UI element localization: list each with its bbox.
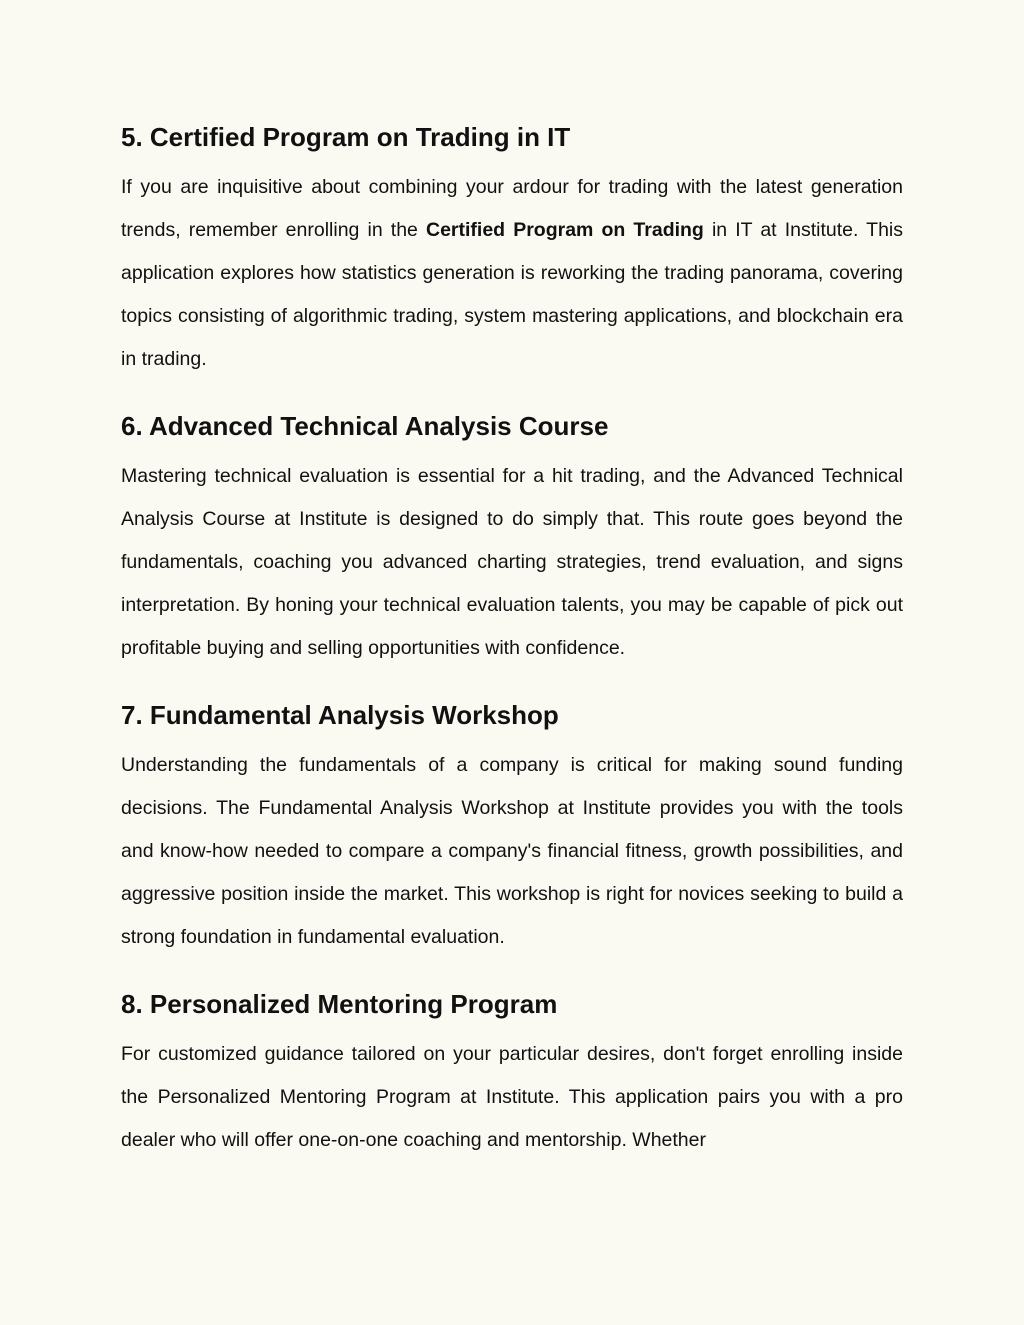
section-body: Mastering technical evaluation is essential for a hit trading, and the Advanced Technical Analysis Course at Institute is designed to do simply that. This route goes beyond the fundamentals, coaching you advanced charting strategies, trend evaluation, and signs interpretation. By honing your technical evaluation talents, you may be capable of pick out profitable buying and selling opportunities with confidence.	[121, 465, 903, 659]
section-technical-analysis	[121, 409, 903, 670]
section-mentoring-program	[121, 987, 903, 1162]
body-text: in IT at Institute. This application explores how statistics generation is reworking the trading panorama, covering topics consisting of algorithmic trading, system mastering applications, and blockchain era in trading.	[121, 219, 903, 370]
body-bold-text: Certified Program on Trading	[426, 219, 704, 241]
section-body	[121, 166, 903, 381]
section-body: Understanding the fundamentals of a company is critical for making sound funding decisions. The Fundamental Analysis Workshop at Institute provides you with the tools and know-how needed to compare a company's financial fitness, growth possibilities, and aggressive position inside the market. This workshop is right for novices seeking to build a strong foundation in fundamental evaluation.	[121, 754, 903, 948]
section-heading: 8. Personalized Mentoring Program	[121, 989, 558, 1019]
section-fundamental-analysis	[121, 698, 903, 959]
section-heading: 6. Advanced Technical Analysis Course	[121, 411, 609, 441]
section-heading: 5. Certified Program on Trading in IT	[121, 122, 571, 152]
section-body: For customized guidance tailored on your particular desires, don't forget enrolling inside the Personalized Mentoring Program at Institute. This application pairs you with a pro dealer who will offer one-on-one coaching and mentorship. Whether	[121, 1043, 903, 1151]
body-text: If you are inquisitive about combining your ardour for trading with the latest generation trends, remember enrolling in the	[121, 176, 903, 241]
section-certified-program	[121, 120, 903, 381]
section-heading: 7. Fundamental Analysis Workshop	[121, 700, 559, 730]
